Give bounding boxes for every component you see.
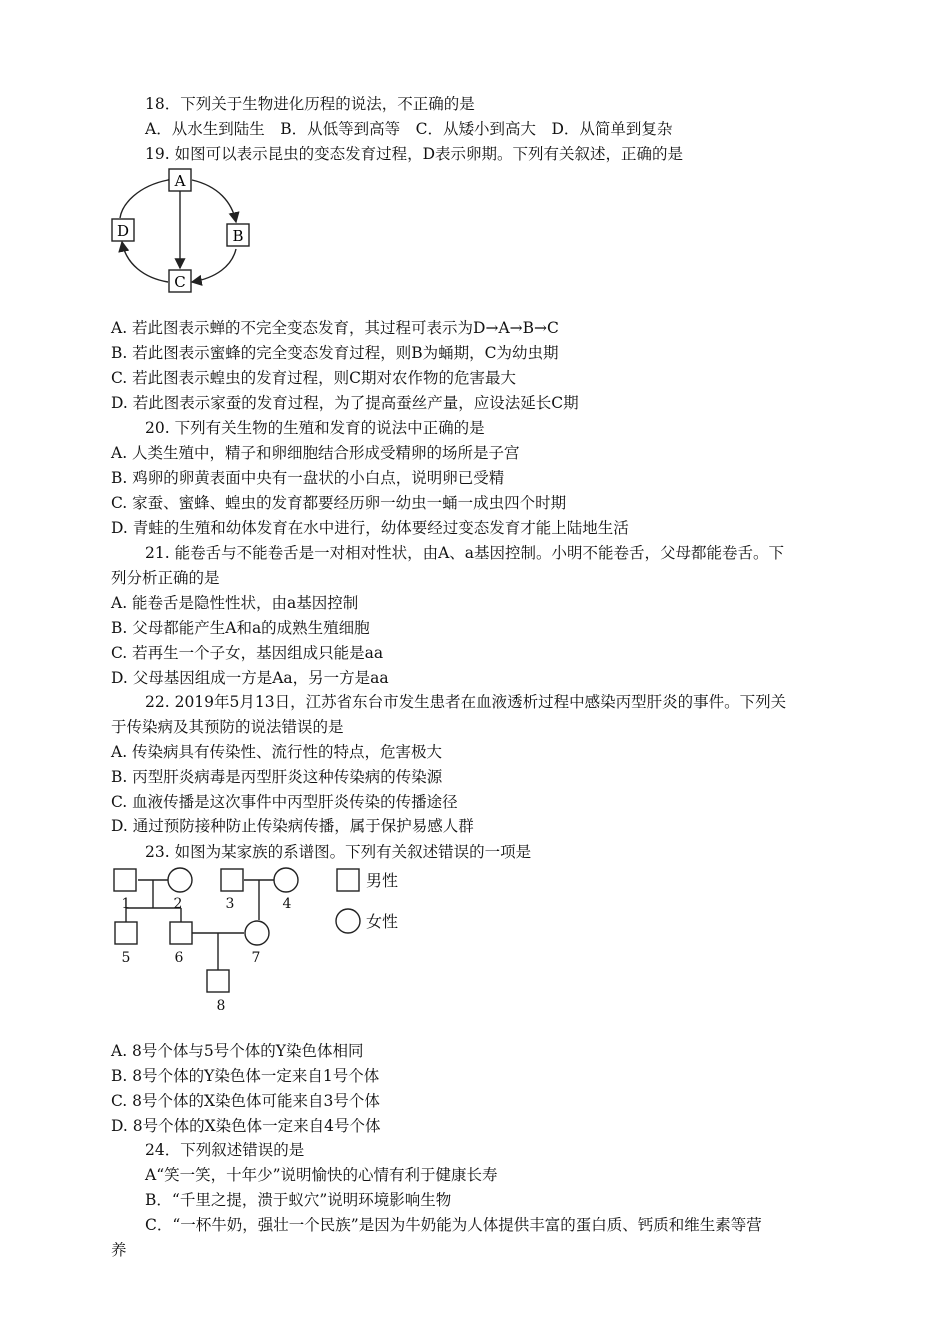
- individual-6: [170, 922, 192, 944]
- q19-option-d: D. 若此图表示家蚕的发育过程，为了提高蚕丝产量，应设法延长C期: [111, 394, 579, 412]
- q23-option-c: C. 8号个体的X染色体可能来自3号个体: [111, 1092, 380, 1110]
- individual-7: [245, 921, 269, 945]
- node-d: [112, 219, 134, 241]
- q20-stem: 20. 下列有关生物的生殖和发育的说法中正确的是: [145, 419, 485, 437]
- q19-option-c: C. 若此图表示蝗虫的发育过程，则C期对农作物的危害最大: [111, 369, 517, 387]
- node-c: [169, 270, 191, 292]
- node-d-label: D: [116, 222, 130, 240]
- individual-5: [115, 922, 137, 944]
- q20-option-b: B. 鸡卵的卵黄表面中央有一盘状的小白点，说明卵已受精: [111, 469, 505, 487]
- node-c-label: C: [174, 273, 186, 291]
- q18-stem: 18．下列关于生物进化历程的说法，不正确的是: [145, 95, 475, 113]
- individual-2-number: 2: [173, 896, 183, 912]
- q23-option-a: A. 8号个体与5号个体的Y染色体相同: [111, 1042, 364, 1060]
- node-a-label: A: [174, 172, 186, 190]
- individual-8: [207, 970, 229, 992]
- individual-1: [114, 869, 136, 891]
- q21-option-d: D. 父母基因组成一方是Aa，另一方是aa: [111, 669, 389, 687]
- node-b: [227, 224, 249, 246]
- q20-option-a: A. 人类生殖中，精子和卵细胞结合形成受精卵的场所是子宫: [111, 444, 520, 462]
- individual-4: [274, 868, 298, 892]
- q22-option-a: A. 传染病具有传染性、流行性的特点，危害极大: [111, 743, 443, 761]
- q21-option-a: A. 能卷舌是隐性性状，由a基因控制: [111, 594, 359, 612]
- individual-8-number: 8: [216, 998, 226, 1014]
- q21-stem-line1: 21. 能卷舌与不能卷舌是一对相对性状，由A、a基因控制。小明不能卷舌，父母都能卷舌。下: [145, 544, 785, 562]
- individual-1-number: 1: [121, 896, 131, 912]
- q21-stem-line2: 列分析正确的是: [111, 569, 220, 587]
- q22-option-d: D. 通过预防接种防止传染病传播，属于保护易感人群: [111, 817, 474, 835]
- q24-option-b: B．“千里之提，溃于蚁穴”说明环境影响生物: [145, 1191, 452, 1209]
- q24-option-c-continued: 养: [111, 1241, 127, 1259]
- q19-stem: 19. 如图可以表示昆虫的变态发育过程，D表示卵期。下列有关叙述，正确的是: [145, 145, 684, 163]
- individual-7-number: 7: [251, 950, 261, 966]
- insect-development-diagram: [108, 166, 258, 298]
- q24-option-a: A“笑一笑，十年少”说明愉快的心情有利于健康长寿: [145, 1166, 498, 1184]
- legend-female-symbol: [336, 909, 360, 933]
- q22-stem-line2: 于传染病及其预防的说法错误的是: [111, 718, 344, 736]
- q21-option-b: B. 父母都能产生A和a的成熟生殖细胞: [111, 619, 370, 637]
- q22-option-c: C. 血液传播是这次事件中丙型肝炎传染的传播途径: [111, 793, 458, 811]
- individual-3-number: 3: [225, 896, 235, 912]
- q19-option-a: A. 若此图表示蝉的不完全变态发育，其过程可表示为D→A→B→C: [111, 319, 559, 337]
- individual-2: [168, 868, 192, 892]
- legend-male-label: 男性: [366, 871, 399, 890]
- q23-option-d: D. 8号个体的X染色体一定来自4号个体: [111, 1117, 381, 1135]
- q22-option-b: B. 丙型肝炎病毒是丙型肝炎这种传染病的传染源: [111, 768, 443, 786]
- q18-options: A．从水生到陆生 B．从低等到高等 C．从矮小到高大 D．从简单到复杂: [145, 120, 673, 138]
- q19-option-b: B. 若此图表示蜜蜂的完全变态发育过程，则B为蛹期，C为幼虫期: [111, 344, 559, 362]
- individual-3: [221, 869, 243, 891]
- individual-6-number: 6: [174, 950, 184, 966]
- individual-5-number: 5: [121, 950, 131, 966]
- q23-stem: 23. 如图为某家族的系谱图。下列有关叙述错误的一项是: [145, 843, 532, 861]
- legend-male-symbol: [337, 869, 359, 891]
- q21-option-c: C. 若再生一个子女，基因组成只能是aa: [111, 644, 384, 662]
- q24-stem: 24．下列叙述错误的是: [145, 1141, 305, 1159]
- node-a: [169, 169, 191, 191]
- pedigree-chart: [108, 864, 418, 1016]
- individual-4-number: 4: [282, 896, 292, 912]
- legend-female-label: 女性: [366, 912, 399, 931]
- q20-option-d: D. 青蛙的生殖和幼体发育在水中进行，幼体要经过变态发育才能上陆地生活: [111, 519, 629, 537]
- q22-stem-line1: 22. 2019年5月13日，江苏省东台市发生患者在血液透析过程中感染丙型肝炎的事件。下列关: [145, 693, 787, 711]
- q23-option-b: B. 8号个体的Y染色体一定来自1号个体: [111, 1067, 380, 1085]
- node-b-label: B: [232, 227, 244, 245]
- q20-option-c: C. 家蚕、蜜蜂、蝗虫的发育都要经历卵一幼虫一蛹一成虫四个时期: [111, 494, 567, 512]
- q24-option-c: C．“一杯牛奶，强壮一个民族”是因为牛奶能为人体提供丰富的蛋白质、钙质和维生素等营: [145, 1216, 762, 1234]
